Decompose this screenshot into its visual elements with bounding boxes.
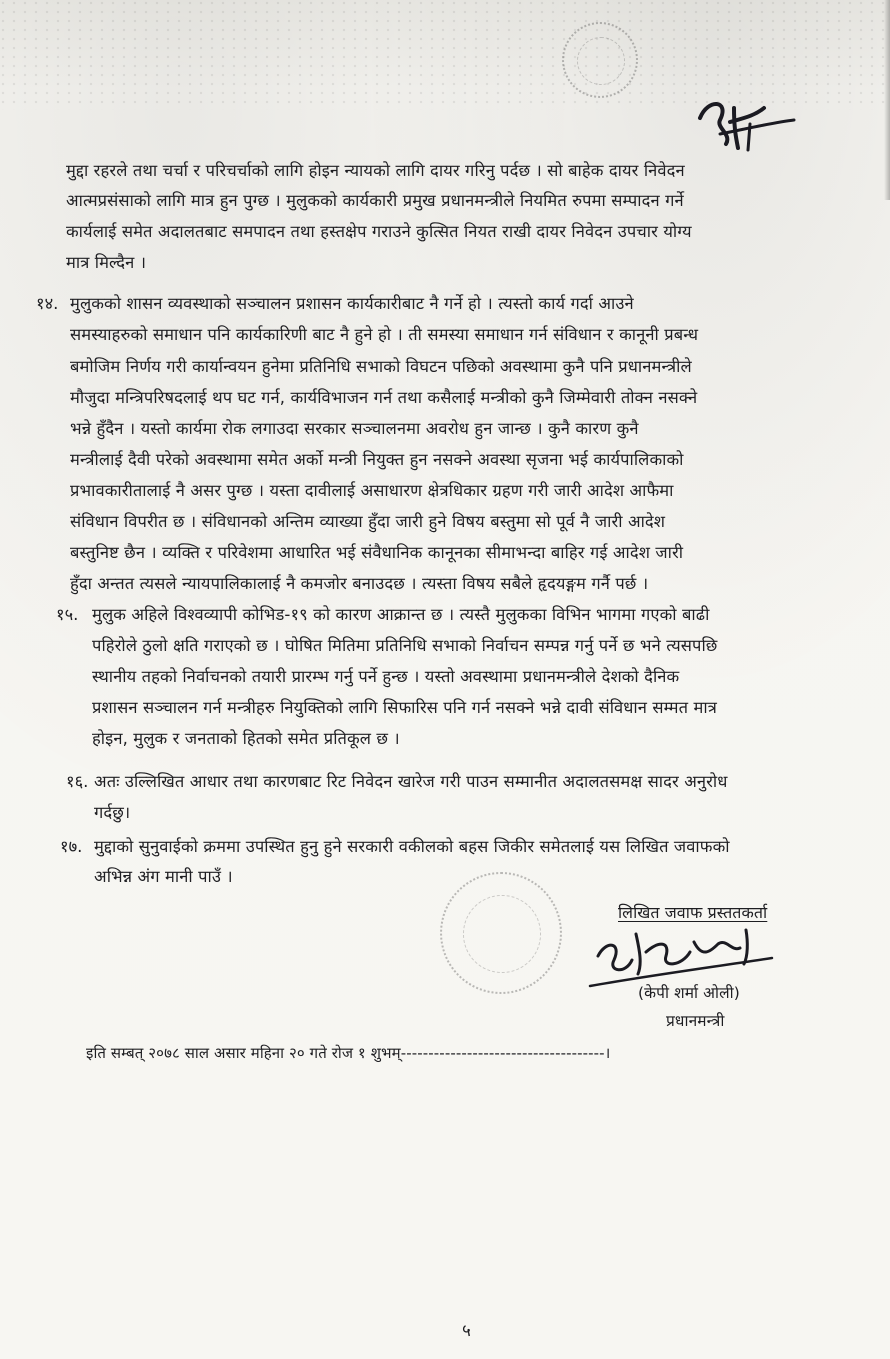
para-14-number: १४. <box>36 294 59 313</box>
para-16-number: १६. <box>66 772 89 791</box>
para-15-line: होइन, मुलुक र जनताको हितको समेत प्रतिकूल छ । <box>92 729 400 748</box>
submitter-name: (केपी शर्मा ओली) <box>638 984 740 1002</box>
submitter-heading: लिखित जवाफ प्रस्ततकर्ता <box>618 903 768 922</box>
para-14-line: बस्तुनिष्ट छैन । व्यक्ति र परिवेशमा आधारित भई संवैधानिक कानूनका सीमाभन्दा बाहिर गई आदेश जारी <box>70 543 684 562</box>
submitter-title: प्रधानमन्त्री <box>666 1012 725 1030</box>
para-15-number: १५. <box>56 605 79 624</box>
para-14-line: मन्त्रीलाई दैवी परेको अवस्थामा समेत अर्को मन्त्री नियुक्त हुन नसक्ने अवस्था सृजना भई कार्यपालिकाको <box>70 450 684 469</box>
para-16-line: गर्दछु। <box>94 803 131 822</box>
para-15-line: मुलुक अहिले विश्वव्यापी कोभिड-१९ को कारण आक्रान्त छ । त्यस्तै मुलुकका विभिन भागमा गएको बाढी <box>92 605 710 624</box>
intro-line: मुद्दा रहरले तथा चर्चा र परिचर्चाको लागि होइन न्यायको लागि दायर गरिनु पर्दछ । सो बाहेक दायर निवेदन <box>66 161 685 180</box>
para-14-line: प्रभावकारीतालाई नै असर पुग्छ । यस्ता दावीलाई असाधारण क्षेत्रधिकार ग्रहण गरी जारी आदेश आफैमा <box>70 481 674 500</box>
para-14-line: संविधान विपरीत छ । संविधानको अन्तिम व्याख्या हुँदा जारी हुने विषय बस्तुमा सो पूर्व नै जारी आदेश <box>70 512 666 531</box>
handwritten-initials <box>690 78 800 158</box>
signature <box>586 912 776 990</box>
page-number: ५ <box>462 1321 471 1341</box>
para-14-line: मुलुकको शासन व्यवस्थाको सञ्चालन प्रशासन कार्यकारीबाट नै गर्ने हो । त्यस्तो कार्य गर्दा आउने <box>70 294 634 313</box>
intro-line: कार्यलाई समेत अदालतबाट समपादन तथा हस्तक्षेप गराउने कुत्सित नियत राखी दायर निवेदन उपचार योग्य <box>66 222 692 241</box>
para-14-line: हुँदा अन्तत त्यसले न्यायपालिकालाई नै कमजोर बनाउदछ । त्यस्ता विषय सबैले हृदयङ्गम गर्नै पर्छ । <box>70 574 649 593</box>
para-15-line: पहिरोले ठुलो क्षति गराएको छ । घोषित मितिमा प्रतिनिधि सभाको निर्वाचन सम्पन्न गर्नु पर्ने छ भने त्यसपछि <box>92 636 718 655</box>
para-16-line: अतः उल्लिखित आधार तथा कारणबाट रिट निवेदन खारेज गरी पाउन सम्मानीत अदालतसमक्ष सादर अनुरोध <box>94 772 728 791</box>
office-seal-bottom <box>440 872 562 994</box>
para-15-line: स्थानीय तहको निर्वाचनको तयारी प्रारम्भ गर्नु पर्ने हुन्छ । यस्तो अवस्थामा प्रधानमन्त्रीले देशको दैनिक <box>92 667 680 686</box>
page-edge-shadow <box>884 0 890 200</box>
office-seal-top <box>562 22 638 98</box>
para-14-line: समस्याहरुको समाधान पनि कार्यकारिणी बाट नै हुने हो । ती समस्या समाधान गर्न संविधान र कानूनी प्रबन्ध <box>70 325 699 344</box>
para-17-line: अभिन्न अंग मानी पाउँ । <box>94 867 233 886</box>
para-17-line: मुद्दाको सुनुवाईको क्रममा उपस्थित हुनु हुने सरकारी वकीलको बहस जिकीर समेतलाई यस लिखित जवाफको <box>94 837 730 856</box>
date-line: इति सम्बत् २०७८ साल असार महिना २० गते रोज १ शुभम्-------------------------------------। <box>86 1044 611 1062</box>
para-14-line: बमोजिम निर्णय गरी कार्यान्वयन हुनेमा प्रतिनिधि सभाको विघटन पछिको अवस्थामा कुनै पनि प्रधानमन्त्रीले <box>70 357 692 376</box>
para-14-line: मौजुदा मन्त्रिपरिषदलाई थप घट गर्न, कार्यविभाजन गर्न तथा कसैलाई मन्त्रीको कुनै जिम्मेवारी तोक्न नसक्ने <box>70 388 698 407</box>
para-17-number: १७. <box>60 837 83 856</box>
intro-line: मात्र मिल्दैन । <box>66 253 147 272</box>
para-14-line: भन्ने हुँदैन । यस्तो कार्यमा रोक लगाउदा सरकार सञ्चालनमा अवरोध हुन जान्छ । कुनै कारण कुनै <box>70 419 639 438</box>
intro-line: आत्मप्रसंसाको लागि मात्र हुन पुग्छ । मुलुकको कार्यकारी प्रमुख प्रधानमन्त्रीले नियमित रुपमा सम्पादन गर्ने <box>66 191 684 210</box>
para-15-line: प्रशासन सञ्चालन गर्न मन्त्रीहरु नियुक्तिको लागि सिफारिस पनि गर्न नसक्ने भन्ने दावी संविधान सम्मत मात्र <box>92 698 717 717</box>
